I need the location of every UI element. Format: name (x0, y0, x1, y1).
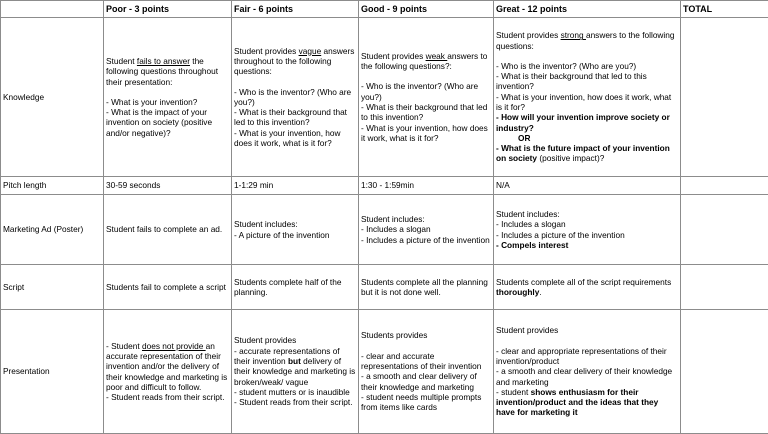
knowledge-great-q4: - How will your invention improve society or industry? (496, 112, 678, 133)
header-good: Good - 9 points (359, 1, 494, 18)
presentation-great-l3: - a smooth and clear delivery of their knowledge and marketing (496, 366, 678, 387)
presentation-great-cell (494, 310, 681, 434)
presentation-good-l4: - student needs multiple prompts from items like cards (361, 392, 491, 413)
knowledge-fair-line: Student provides vague answers throughout to the following questions: (234, 46, 356, 77)
pitch-fair-cell: 1-1:29 min (232, 177, 359, 195)
marketing-good-l2: - Includes a slogan (361, 224, 491, 234)
header-poor: Poor - 3 points (104, 1, 232, 18)
knowledge-great-or: OR (496, 133, 678, 143)
marketing-fair-cell (232, 195, 359, 265)
pitch-good-cell: 1:30 - 1:59min (359, 177, 494, 195)
pitch-poor-cell: 30-59 seconds (104, 177, 232, 195)
knowledge-fair-q2: - What is their background that led to this invention? (234, 107, 356, 128)
marketing-poor-cell: Student fails to complete an ad. (104, 195, 232, 265)
knowledge-good-cell (359, 18, 494, 177)
marketing-good-l3: - Includes a picture of the invention (361, 235, 491, 245)
total-cell-pitch[interactable] (681, 177, 768, 195)
presentation-great-l2: - clear and appropriate representations of their invention/product (496, 346, 678, 367)
total-cell-knowledge[interactable] (681, 18, 768, 177)
row-label-knowledge: Knowledge (1, 18, 104, 177)
presentation-great-l4: - student shows enthusiasm for their invention/product and the ideas that they have for marketing it (496, 387, 678, 418)
marketing-good-cell (359, 195, 494, 265)
marketing-great-l1: Student includes: (496, 209, 678, 219)
knowledge-great-line: Student provides strong answers to the following questions: (496, 30, 678, 51)
presentation-fair-l2: - accurate representations of their invention but delivery of their knowledge and marketing is broken/weak/ vague (234, 346, 356, 387)
presentation-poor-l2: - Student reads from their script. (106, 392, 229, 402)
presentation-poor-cell (104, 310, 232, 434)
presentation-great-l1: Student provides (496, 325, 678, 335)
knowledge-good-q2: - What is their background that led to this invention? (361, 102, 491, 123)
knowledge-poor-cell (104, 18, 232, 177)
marketing-great-l4: - Compels interest (496, 240, 678, 250)
knowledge-great-q5: - What is the future impact of your invention on society (positive impact)? (496, 143, 678, 164)
script-good-cell: Students complete all the planning but it is not done well. (359, 265, 494, 310)
marketing-fair-l2: - A picture of the invention (234, 230, 356, 240)
knowledge-fair-cell (232, 18, 359, 177)
row-label-presentation: Presentation (1, 310, 104, 434)
presentation-poor-l1: - Student does not provide an accurate representation of their invention and/or the delivery of their knowledge and marketing is poor and difficult to follow. (106, 341, 229, 392)
header-row (1, 1, 768, 18)
knowledge-poor-q1: - What is your invention? (106, 97, 229, 107)
row-label-script: Script (1, 265, 104, 310)
script-fair-cell: Students complete half of the planning. (232, 265, 359, 310)
marketing-great-l3: - Includes a picture of the invention (496, 230, 678, 240)
marketing-fair-l1: Student includes: (234, 219, 356, 229)
total-cell-presentation[interactable] (681, 310, 768, 434)
presentation-good-l1: Students provides (361, 330, 491, 340)
knowledge-good-q3: - What is your invention, how does it work, what is it for? (361, 123, 491, 144)
marketing-good-l1: Student includes: (361, 214, 491, 224)
header-fair: Fair - 6 points (232, 1, 359, 18)
total-cell-marketing[interactable] (681, 195, 768, 265)
knowledge-fair-q3: - What is your invention, how does it work, what is it for? (234, 128, 356, 149)
presentation-fair-l4: - Student reads from their script. (234, 397, 356, 407)
marketing-great-cell (494, 195, 681, 265)
row-presentation (1, 310, 768, 434)
row-label-marketing: Marketing Ad (Poster) (1, 195, 104, 265)
pitch-great-cell: N/A (494, 177, 681, 195)
knowledge-great-q2: - What is their background that led to this invention? (496, 71, 678, 92)
knowledge-good-q1: - Who is the inventor? (Who are you?) (361, 81, 491, 102)
header-great: Great - 12 points (494, 1, 681, 18)
script-poor-cell: Students fail to complete a script (104, 265, 232, 310)
row-knowledge (1, 18, 768, 177)
row-label-pitch: Pitch length (1, 177, 104, 195)
marketing-great-l2: - Includes a slogan (496, 219, 678, 229)
knowledge-great-q3: - What is your invention, how does it work, what is it for? (496, 92, 678, 113)
knowledge-poor-q2: - What is the impact of your invention on society (positive and/or negative)? (106, 107, 229, 138)
presentation-good-cell (359, 310, 494, 434)
row-marketing (1, 195, 768, 265)
presentation-fair-l3: - student mutters or is inaudible (234, 387, 356, 397)
total-cell-script[interactable] (681, 265, 768, 310)
knowledge-good-line: Student provides weak answers to the following questions?: (361, 51, 491, 72)
presentation-good-l3: - a smooth and clear delivery of their knowledge and marketing (361, 371, 491, 392)
row-script (1, 265, 768, 310)
presentation-fair-l1: Student provides (234, 335, 356, 345)
corner-cell (1, 1, 104, 18)
presentation-fair-cell (232, 310, 359, 434)
script-great-cell: Students complete all of the script requirements thoroughly. (494, 265, 681, 310)
header-total: TOTAL (681, 1, 768, 18)
presentation-good-l2: - clear and accurate representations of their invention (361, 351, 491, 372)
knowledge-fair-q1: - Who is the inventor? (Who are you?) (234, 87, 356, 108)
knowledge-great-cell (494, 18, 681, 177)
knowledge-poor-line: Student fails to answer the following questions throughout their presentation: (106, 56, 229, 87)
knowledge-great-q1: - Who is the inventor? (Who are you?) (496, 61, 678, 71)
row-pitch (1, 177, 768, 195)
